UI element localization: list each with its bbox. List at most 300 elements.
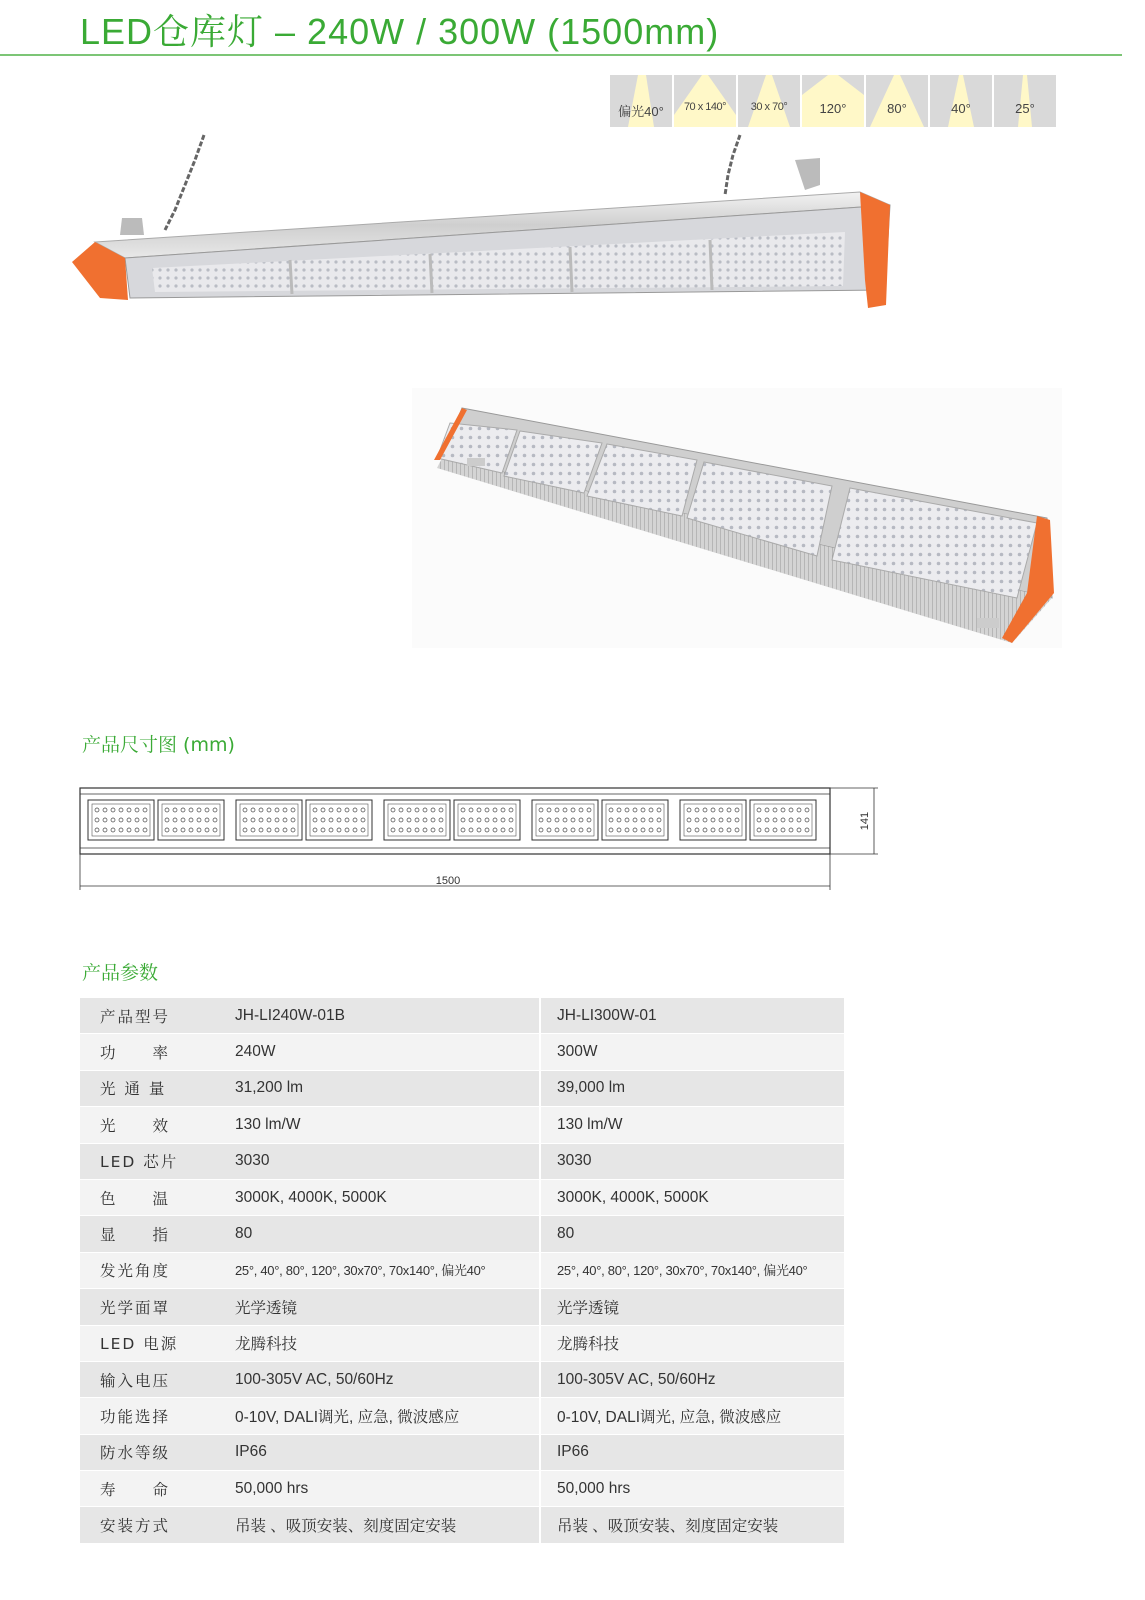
led-chip	[119, 808, 123, 812]
table-row	[80, 1361, 844, 1397]
led-chip	[633, 808, 637, 812]
led-chip	[617, 818, 621, 822]
led-chip	[111, 828, 115, 832]
led-chip	[789, 818, 793, 822]
led-chip	[399, 808, 403, 812]
led-chip	[391, 828, 395, 832]
led-chip	[649, 828, 653, 832]
table-row	[80, 1289, 844, 1325]
spec-value-300w: 吊装 、吸顶安装、刻度固定安装	[540, 1507, 844, 1543]
led-module-inner	[536, 804, 594, 836]
led-chip	[461, 828, 465, 832]
led-chip	[283, 808, 287, 812]
spec-key: 输入电压	[80, 1361, 219, 1397]
led-chip	[119, 828, 123, 832]
led-chip	[617, 828, 621, 832]
spec-value-240w: 240W	[219, 1034, 540, 1070]
table-row	[80, 1398, 844, 1434]
led-chip	[103, 828, 107, 832]
spec-value-text: 25°, 40°, 80°, 120°, 30x70°, 70x140°, 偏光40°	[235, 1263, 486, 1279]
led-chip	[337, 808, 341, 812]
spec-value-300w: 100-305V AC, 50/60Hz	[540, 1361, 844, 1397]
led-chip	[251, 808, 255, 812]
led-chip	[687, 828, 691, 832]
led-chip	[165, 818, 169, 822]
led-chip	[361, 818, 365, 822]
led-chip	[493, 808, 497, 812]
spec-key: 光学面罩	[80, 1289, 219, 1325]
led-chip	[337, 828, 341, 832]
led-chip	[321, 808, 325, 812]
led-chip	[135, 808, 139, 812]
led-chip	[251, 818, 255, 822]
led-module	[750, 800, 816, 840]
led-chip	[617, 808, 621, 812]
led-chip	[765, 828, 769, 832]
led-module-inner	[92, 804, 150, 836]
led-chip	[197, 808, 201, 812]
beam-angle-tile	[930, 75, 992, 127]
led-chip	[555, 818, 559, 822]
beam-angle-label: 80°	[887, 101, 907, 116]
led-chip	[571, 808, 575, 812]
spec-key: 发光角度	[80, 1252, 219, 1288]
led-chip	[259, 808, 263, 812]
led-chip	[189, 808, 193, 812]
spec-key: LED 芯片	[80, 1143, 219, 1179]
led-module-inner	[606, 804, 664, 836]
spec-value-300w: 39,000 lm	[540, 1070, 844, 1106]
led-chip	[95, 808, 99, 812]
led-chip	[539, 808, 543, 812]
table-row	[80, 1216, 844, 1252]
led-chip	[111, 808, 115, 812]
spec-key: 光 效	[80, 1107, 219, 1143]
led-chip	[103, 818, 107, 822]
led-chip	[477, 818, 481, 822]
led-chip	[727, 828, 731, 832]
dimension-drawing	[78, 782, 888, 892]
led-module	[602, 800, 668, 840]
led-chip	[719, 818, 723, 822]
led-chip	[267, 808, 271, 812]
led-chip	[563, 828, 567, 832]
table-row	[80, 1034, 844, 1070]
beam-angle-label: 30 x 70°	[750, 101, 788, 113]
led-chip	[213, 818, 217, 822]
led-chip	[329, 818, 333, 822]
led-chip	[757, 818, 761, 822]
led-chip	[181, 828, 185, 832]
led-chip	[213, 828, 217, 832]
led-chip	[197, 818, 201, 822]
led-chip	[509, 828, 513, 832]
spec-key: LED 电源	[80, 1325, 219, 1361]
led-chip	[431, 818, 435, 822]
led-chip	[773, 818, 777, 822]
led-chip	[571, 828, 575, 832]
led-chip	[609, 818, 613, 822]
led-chip	[469, 808, 473, 812]
led-chip	[267, 828, 271, 832]
led-chip	[587, 808, 591, 812]
led-chip	[345, 818, 349, 822]
led-chip	[657, 828, 661, 832]
led-module	[158, 800, 224, 840]
spec-value-240w: 3000K, 4000K, 5000K	[219, 1179, 540, 1215]
beam-angle-tile	[866, 75, 928, 127]
led-module	[384, 800, 450, 840]
led-chip	[407, 818, 411, 822]
led-module-inner	[162, 804, 220, 836]
led-chip	[609, 828, 613, 832]
dimensions-section-title: 产品尺寸图 (mm)	[82, 734, 235, 756]
spec-key: 寿 命	[80, 1471, 219, 1507]
table-row	[80, 998, 844, 1034]
product-photo-hanging	[60, 130, 910, 330]
spec-value-300w: 3030	[540, 1143, 844, 1179]
led-chip	[205, 818, 209, 822]
led-chip	[205, 828, 209, 832]
led-chip	[625, 808, 629, 812]
led-chip	[135, 818, 139, 822]
led-chip	[609, 808, 613, 812]
led-chip	[625, 818, 629, 822]
led-chip	[563, 818, 567, 822]
led-chip	[205, 808, 209, 812]
led-chip	[695, 818, 699, 822]
spec-key: 功能选择	[80, 1398, 219, 1434]
spec-table	[80, 998, 844, 1544]
beam-angle-label: 120°	[819, 101, 847, 116]
led-chip	[439, 828, 443, 832]
page-title: LED仓库灯 – 240W / 300W (1500mm)	[80, 11, 720, 52]
led-chip	[345, 828, 349, 832]
spec-value-240w: 0-10V, DALI调光, 应急, 微波感应	[219, 1398, 540, 1434]
led-chip	[579, 828, 583, 832]
led-chip	[477, 808, 481, 812]
led-chip	[143, 808, 147, 812]
led-module-group	[88, 800, 816, 840]
led-module-inner	[240, 804, 298, 836]
led-chip	[563, 808, 567, 812]
led-chip	[539, 828, 543, 832]
led-chip	[283, 828, 287, 832]
led-module-inner	[684, 804, 742, 836]
led-chip	[649, 818, 653, 822]
led-chip	[579, 808, 583, 812]
led-chip	[337, 818, 341, 822]
led-chip	[719, 828, 723, 832]
led-chip	[415, 808, 419, 812]
led-chip	[291, 828, 295, 832]
params-section-title: 产品参数	[82, 962, 159, 984]
led-chip	[711, 828, 715, 832]
led-chip	[641, 808, 645, 812]
led-chip	[423, 828, 427, 832]
led-chip	[173, 828, 177, 832]
table-row	[80, 1325, 844, 1361]
beam-angle-label: 偏光40°	[618, 104, 664, 119]
spec-value-240w: 50,000 hrs	[219, 1471, 540, 1507]
led-chip	[805, 818, 809, 822]
led-chip	[431, 828, 435, 832]
led-chip	[291, 808, 295, 812]
spec-value-300w: 130 lm/W	[540, 1107, 844, 1143]
led-chip	[781, 808, 785, 812]
led-chip	[633, 818, 637, 822]
led-module	[236, 800, 302, 840]
spec-key: 功 率	[80, 1034, 219, 1070]
led-chip	[555, 828, 559, 832]
led-chip	[439, 808, 443, 812]
led-chip	[275, 818, 279, 822]
led-chip	[283, 818, 287, 822]
spec-value-240w: 3030	[219, 1143, 540, 1179]
led-chip	[797, 818, 801, 822]
led-chip	[501, 808, 505, 812]
led-chip	[275, 808, 279, 812]
length-dimension-label: 1500	[435, 875, 461, 887]
led-chip	[213, 808, 217, 812]
led-module	[306, 800, 372, 840]
led-chip	[267, 818, 271, 822]
spec-key: 显 指	[80, 1216, 219, 1252]
led-chip	[703, 808, 707, 812]
spec-value-240w: 130 lm/W	[219, 1107, 540, 1143]
led-chip	[547, 808, 551, 812]
led-module	[532, 800, 598, 840]
led-chip	[275, 828, 279, 832]
led-chip	[259, 818, 263, 822]
led-chip	[173, 808, 177, 812]
led-chip	[649, 808, 653, 812]
led-chip	[789, 828, 793, 832]
led-chip	[469, 818, 473, 822]
led-chip	[555, 808, 559, 812]
led-chip	[415, 828, 419, 832]
led-chip	[493, 828, 497, 832]
spec-value-240w: 吊装 、吸顶安装、刻度固定安装	[219, 1507, 540, 1543]
spec-key: 产品型号	[80, 998, 219, 1034]
spec-key: 安装方式	[80, 1507, 219, 1543]
led-chip	[657, 808, 661, 812]
spec-value-300w: 50,000 hrs	[540, 1471, 844, 1507]
led-chip	[243, 818, 247, 822]
led-chip	[181, 818, 185, 822]
beam-angle-label: 70 x 140°	[683, 101, 727, 113]
led-chip	[361, 828, 365, 832]
height-dimension-label: 141	[859, 811, 871, 831]
led-chip	[439, 818, 443, 822]
led-chip	[95, 828, 99, 832]
led-chip	[313, 808, 317, 812]
led-chip	[407, 808, 411, 812]
beam-angle-tile	[994, 75, 1056, 127]
led-module	[680, 800, 746, 840]
led-chip	[197, 828, 201, 832]
led-chip	[633, 828, 637, 832]
table-row	[80, 1107, 844, 1143]
table-row	[80, 1434, 844, 1470]
led-chip	[127, 818, 131, 822]
led-chip	[173, 818, 177, 822]
led-chip	[415, 818, 419, 822]
led-chip	[703, 818, 707, 822]
led-chip	[625, 828, 629, 832]
spec-value-240w: IP66	[219, 1434, 540, 1470]
led-chip	[509, 808, 513, 812]
spec-value-240w: 龙腾科技	[219, 1325, 540, 1361]
led-module	[454, 800, 520, 840]
spec-key: 色 温	[80, 1179, 219, 1215]
led-chip	[781, 828, 785, 832]
led-chip	[485, 828, 489, 832]
led-chip	[399, 828, 403, 832]
beam-angle-label: 25°	[1015, 101, 1035, 116]
led-chip	[641, 818, 645, 822]
table-row	[80, 1471, 844, 1507]
led-chip	[321, 818, 325, 822]
beam-angle-tile	[802, 75, 864, 127]
led-chip	[735, 828, 739, 832]
spec-value-240w: JH-LI240W-01B	[219, 998, 540, 1034]
led-chip	[111, 818, 115, 822]
led-chip	[345, 808, 349, 812]
led-chip	[423, 818, 427, 822]
led-chip	[797, 808, 801, 812]
led-module-inner	[458, 804, 516, 836]
led-chip	[423, 808, 427, 812]
led-chip	[587, 818, 591, 822]
spec-value-300w: 龙腾科技	[540, 1325, 844, 1361]
spec-value-300w: 光学透镜	[540, 1289, 844, 1325]
led-chip	[291, 818, 295, 822]
led-chip	[329, 828, 333, 832]
led-chip	[509, 818, 513, 822]
led-chip	[571, 818, 575, 822]
led-chip	[477, 828, 481, 832]
table-row	[80, 1070, 844, 1106]
title-divider	[0, 54, 1122, 56]
led-chip	[711, 818, 715, 822]
led-chip	[687, 808, 691, 812]
led-module-inner	[310, 804, 368, 836]
led-chip	[727, 808, 731, 812]
led-chip	[805, 828, 809, 832]
led-chip	[127, 828, 131, 832]
led-chip	[735, 808, 739, 812]
spec-value-300w: IP66	[540, 1434, 844, 1470]
led-chip	[243, 808, 247, 812]
spec-value-300w: 80	[540, 1216, 844, 1252]
led-chip	[143, 828, 147, 832]
led-module-inner	[754, 804, 812, 836]
led-chip	[757, 808, 761, 812]
led-chip	[641, 828, 645, 832]
led-chip	[501, 828, 505, 832]
led-chip	[547, 818, 551, 822]
led-chip	[135, 828, 139, 832]
product-photo-angled	[412, 388, 1062, 648]
led-chip	[461, 808, 465, 812]
led-chip	[181, 808, 185, 812]
led-chip	[313, 818, 317, 822]
led-chip	[399, 818, 403, 822]
spec-value-300w: 0-10V, DALI调光, 应急, 微波感应	[540, 1398, 844, 1434]
spec-value-240w: 80	[219, 1216, 540, 1252]
led-chip	[165, 808, 169, 812]
led-chip	[361, 808, 365, 812]
led-chip	[805, 808, 809, 812]
led-chip	[727, 818, 731, 822]
spec-value-240w: 100-305V AC, 50/60Hz	[219, 1361, 540, 1397]
led-chip	[353, 818, 357, 822]
led-chip	[143, 818, 147, 822]
led-chip	[313, 828, 317, 832]
led-chip	[485, 808, 489, 812]
led-chip	[587, 828, 591, 832]
led-module-inner	[388, 804, 446, 836]
led-chip	[391, 818, 395, 822]
led-chip	[321, 828, 325, 832]
led-chip	[407, 828, 411, 832]
beam-angle-tile	[674, 75, 736, 127]
led-chip	[353, 808, 357, 812]
led-chip	[431, 808, 435, 812]
led-chip	[469, 828, 473, 832]
spec-value-240w: 光学透镜	[219, 1289, 540, 1325]
led-chip	[259, 828, 263, 832]
table-row	[80, 1507, 844, 1543]
led-chip	[353, 828, 357, 832]
led-chip	[773, 828, 777, 832]
spec-value-300w: 3000K, 4000K, 5000K	[540, 1179, 844, 1215]
led-chip	[243, 828, 247, 832]
led-chip	[103, 808, 107, 812]
led-chip	[579, 818, 583, 822]
spec-key: 防水等级	[80, 1434, 219, 1470]
table-row	[80, 1143, 844, 1179]
led-chip	[493, 818, 497, 822]
spec-key: 光 通 量	[80, 1070, 219, 1106]
table-row	[80, 1179, 844, 1215]
led-chip	[119, 818, 123, 822]
led-chip	[501, 818, 505, 822]
led-chip	[165, 828, 169, 832]
beam-angle-tile	[738, 75, 800, 127]
spec-value-300w: 300W	[540, 1034, 844, 1070]
spec-value-240w: 31,200 lm	[219, 1070, 540, 1106]
led-chip	[695, 828, 699, 832]
led-chip	[757, 828, 761, 832]
spec-value-300w: JH-LI300W-01	[540, 998, 844, 1034]
led-chip	[765, 818, 769, 822]
led-chip	[695, 808, 699, 812]
led-chip	[461, 818, 465, 822]
led-chip	[797, 828, 801, 832]
led-chip	[189, 818, 193, 822]
spec-value-300w	[540, 1252, 844, 1288]
led-chip	[95, 818, 99, 822]
beam-angle-strip	[610, 75, 1056, 127]
led-chip	[539, 818, 543, 822]
table-row	[80, 1252, 844, 1288]
led-chip	[765, 808, 769, 812]
led-chip	[485, 818, 489, 822]
led-chip	[703, 828, 707, 832]
led-chip	[547, 828, 551, 832]
